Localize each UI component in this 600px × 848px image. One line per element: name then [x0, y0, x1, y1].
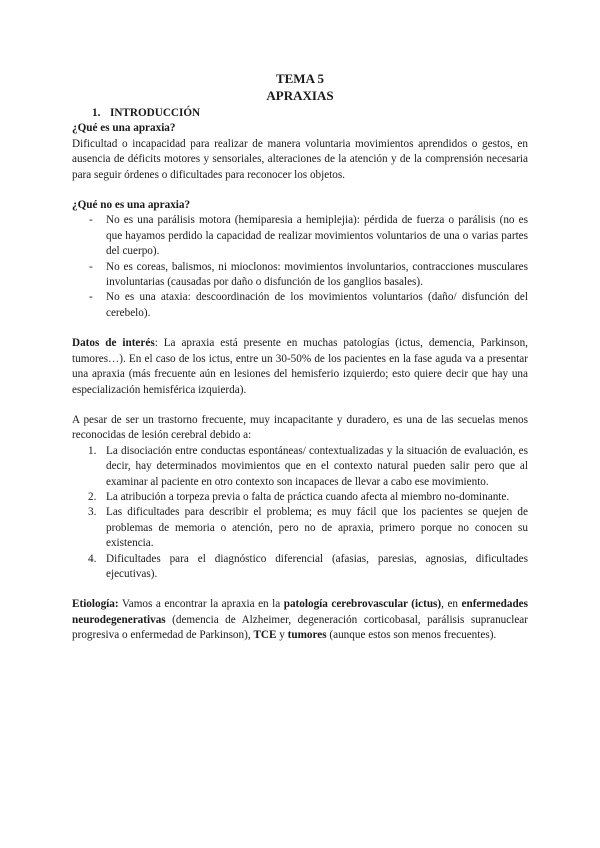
doc-title-line2: APRAXIAS: [266, 88, 334, 103]
datos-paragraph: Datos de interés: La apraxia está presente en muchas patologías (ictus, demencia, Parkinson, tumores…). En el caso de los ictus, entre un 30-50% de los pacientes en la fase aguda va a presentar una apraxia (más frecuente aún en lesiones del hemisferio izquierdo; esto quiere decir que hay una especialización hemisférica izquierda).: [72, 337, 528, 396]
section-number: 1.: [92, 107, 101, 119]
doc-title-line1: TEMA 5: [275, 71, 325, 86]
list-item: 4. Dificultades para el diagnóstico diferencial (afasias, paresias, agnosias, dificultades ejecutivas).: [88, 552, 528, 580]
not-apraxia-list: [72, 213, 528, 321]
section-title: INTRODUCCIÓN: [110, 107, 201, 119]
answer-what-is: Dificultad o incapacidad para realizar de manera voluntaria movimientos aprendidos o gestos, en ausencia de déficits motores y sensoriales, alteraciones de la atención y de la comprensión necesaria para seguir órdenes o dificultades para reconocer los objetos.: [72, 137, 528, 181]
list-item: 3. Las dificultades para describir el problema; es muy fácil que los pacientes se quejen de problemas de memoria o atención, pero no de apraxia, primero porque no conocen su existencia.: [88, 506, 528, 550]
datos-label: Datos de interés: [72, 337, 155, 350]
secuelas-list: [72, 444, 528, 583]
list-item: - No es coreas, balismos, ni mioclonos: movimientos involuntarios, contracciones musculares involuntarias (causadas por daño o disfunción de los ganglios basales).: [89, 260, 528, 289]
dash-marker: -: [89, 260, 93, 273]
dash-marker: -: [89, 291, 93, 304]
question-what-is: ¿Qué es una apraxia?: [72, 122, 176, 135]
secuelas-intro: A pesar de ser un trastorno frecuente, muy incapacitante y duradero, es una de las secuelas menos reconocidas de lesión cerebral debido a:: [72, 413, 528, 442]
section-heading: [92, 106, 528, 121]
dash-marker: -: [89, 214, 93, 227]
list-item: - No es una parálisis motora (hemiparesia a hemiplejia): pérdida de fuerza o parálisis (no es que hayamos perdido la capacidad de realizar movimientos voluntarios de una o varias partes del cuerpo).: [89, 214, 528, 258]
question-what-is-not: ¿Qué no es una apraxia?: [72, 199, 191, 212]
etiologia-label: Etiología:: [72, 598, 119, 611]
document-page: [72, 70, 528, 644]
list-item: 2. La atribución a torpeza previa o falta de práctica cuando afecta al miembro no-dominante.: [88, 490, 510, 503]
list-item: 1. La disociación entre conductas espontáneas/ contextualizadas y la situación de evaluación, es decir, hay determinados movimientos que en el contexto natural pueden salir pero que al examinar al paciente en otro contexto son incapaces de llevar a cabo ese movimiento.: [88, 444, 528, 488]
etiologia-paragraph: Etiología: Vamos a encontrar la apraxia en la patología cerebrovascular (ictus), en enfermedades neurodegenerativas (demencia de Alzheimer, degeneración corticobasal, parálisis supranuclear progresiva o enfermedad de Parkinson), TCE y tumores (aunque estos son menos frecuentes).: [72, 598, 529, 642]
list-item: - No es una ataxia: descoordinación de los movimientos voluntarios (daño/ disfunción del cerebelo).: [89, 291, 528, 319]
